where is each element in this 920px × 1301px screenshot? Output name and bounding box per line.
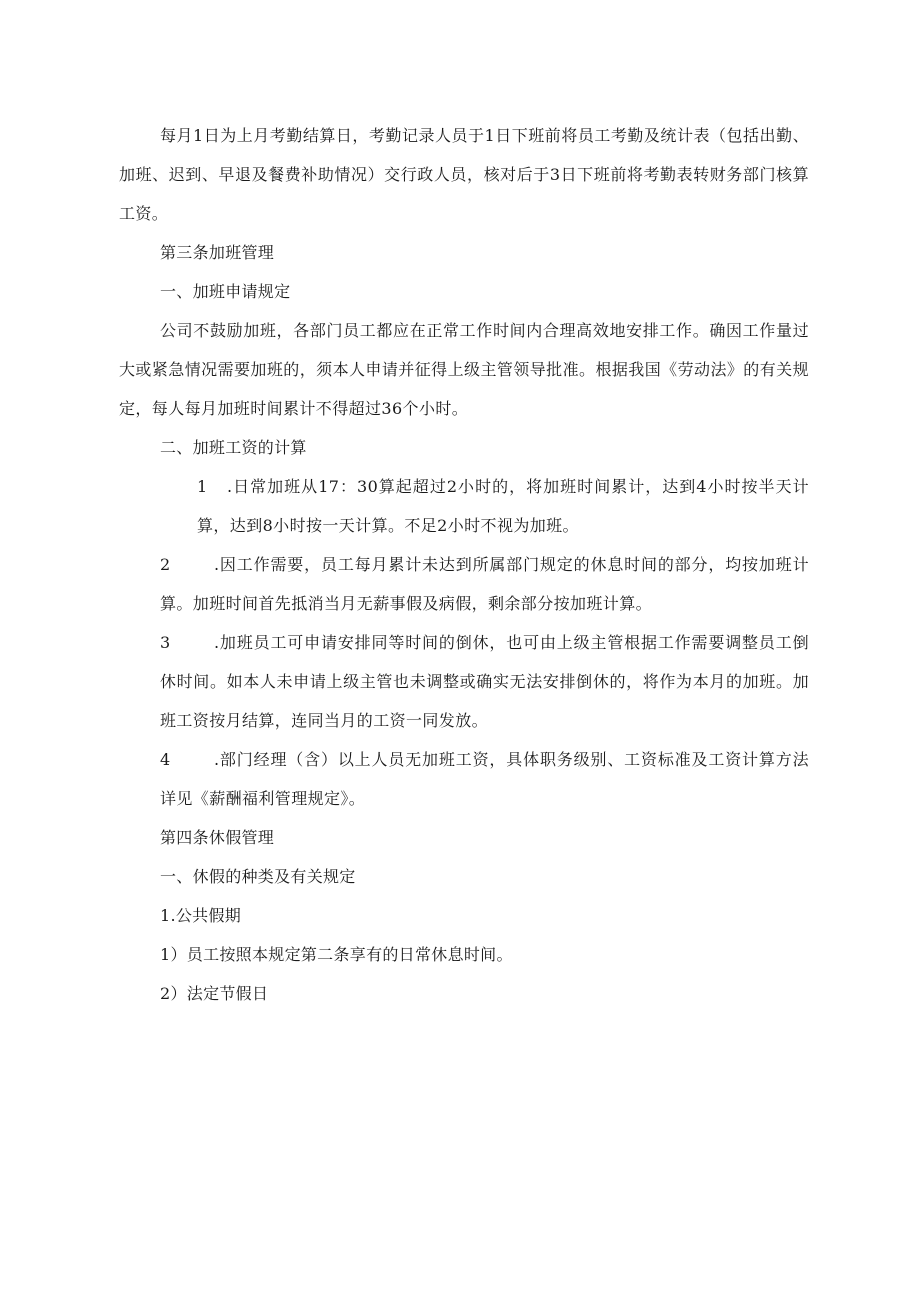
list-item (119, 545, 809, 623)
public-holidays-heading: 1.公共假期 (160, 906, 242, 925)
list-item-number: 4 (160, 750, 171, 769)
overtime-application-heading: 一、加班申请规定 (160, 282, 291, 301)
document-body (119, 116, 809, 1013)
list-item-number: 1 (197, 477, 208, 496)
overtime-wage-heading: 二、加班工资的计算 (160, 438, 307, 457)
list-item (119, 740, 809, 818)
article-4-heading: 第四条休假管理 (160, 828, 275, 847)
list-item (119, 623, 809, 740)
list-item-text: .部门经理（含）以上人员无加班工资，具体职务级别、工资标准及工资计算方法详见《薪酬福利管理规定》。 (160, 750, 809, 808)
list-item-text: .日常加班从17：30算起超过2小时的，将加班时间累计，达到4小时按半天计算，达到8小时按一天计算。不足2小时不视为加班。 (197, 477, 809, 535)
article-3-heading: 第三条加班管理 (160, 243, 275, 262)
leave-types-heading: 一、休假的种类及有关规定 (160, 867, 356, 886)
attendance-settlement-paragraph: 每月1日为上月考勤结算日，考勤记录人员于1日下班前将员工考勤及统计表（包括出勤、加班、迟到、早退及餐费补助情况）交行政人员，核对后于3日下班前将考勤表转财务部门核算工资。 (119, 126, 809, 223)
list-item-text: .加班员工可申请安排同等时间的倒休，也可由上级主管根据工作需要调整员工倒休时间。如本人未申请上级主管也未调整或确实无法安排倒休的，将作为本月的加班。加班工资按月结算，连同当月的工资一同发放。 (160, 633, 809, 730)
list-item-number: 3 (160, 633, 171, 652)
list-item (119, 467, 809, 545)
list-item-number: 2 (160, 555, 171, 574)
public-holiday-item-1: 1）员工按照本规定第二条享有的日常休息时间。 (160, 945, 513, 964)
overtime-application-paragraph: 公司不鼓励加班，各部门员工都应在正常工作时间内合理高效地安排工作。确因工作量过大或紧急情况需要加班的，须本人申请并征得上级主管领导批准。根据我国《劳动法》的有关规定，每人每月加班时间累计不得超过36个小时。 (119, 321, 809, 418)
list-item-text: .因工作需要，员工每月累计未达到所属部门规定的休息时间的部分，均按加班计算。加班时间首先抵消当月无薪事假及病假，剩余部分按加班计算。 (160, 555, 809, 613)
public-holiday-item-2: 2）法定节假日 (160, 984, 269, 1003)
